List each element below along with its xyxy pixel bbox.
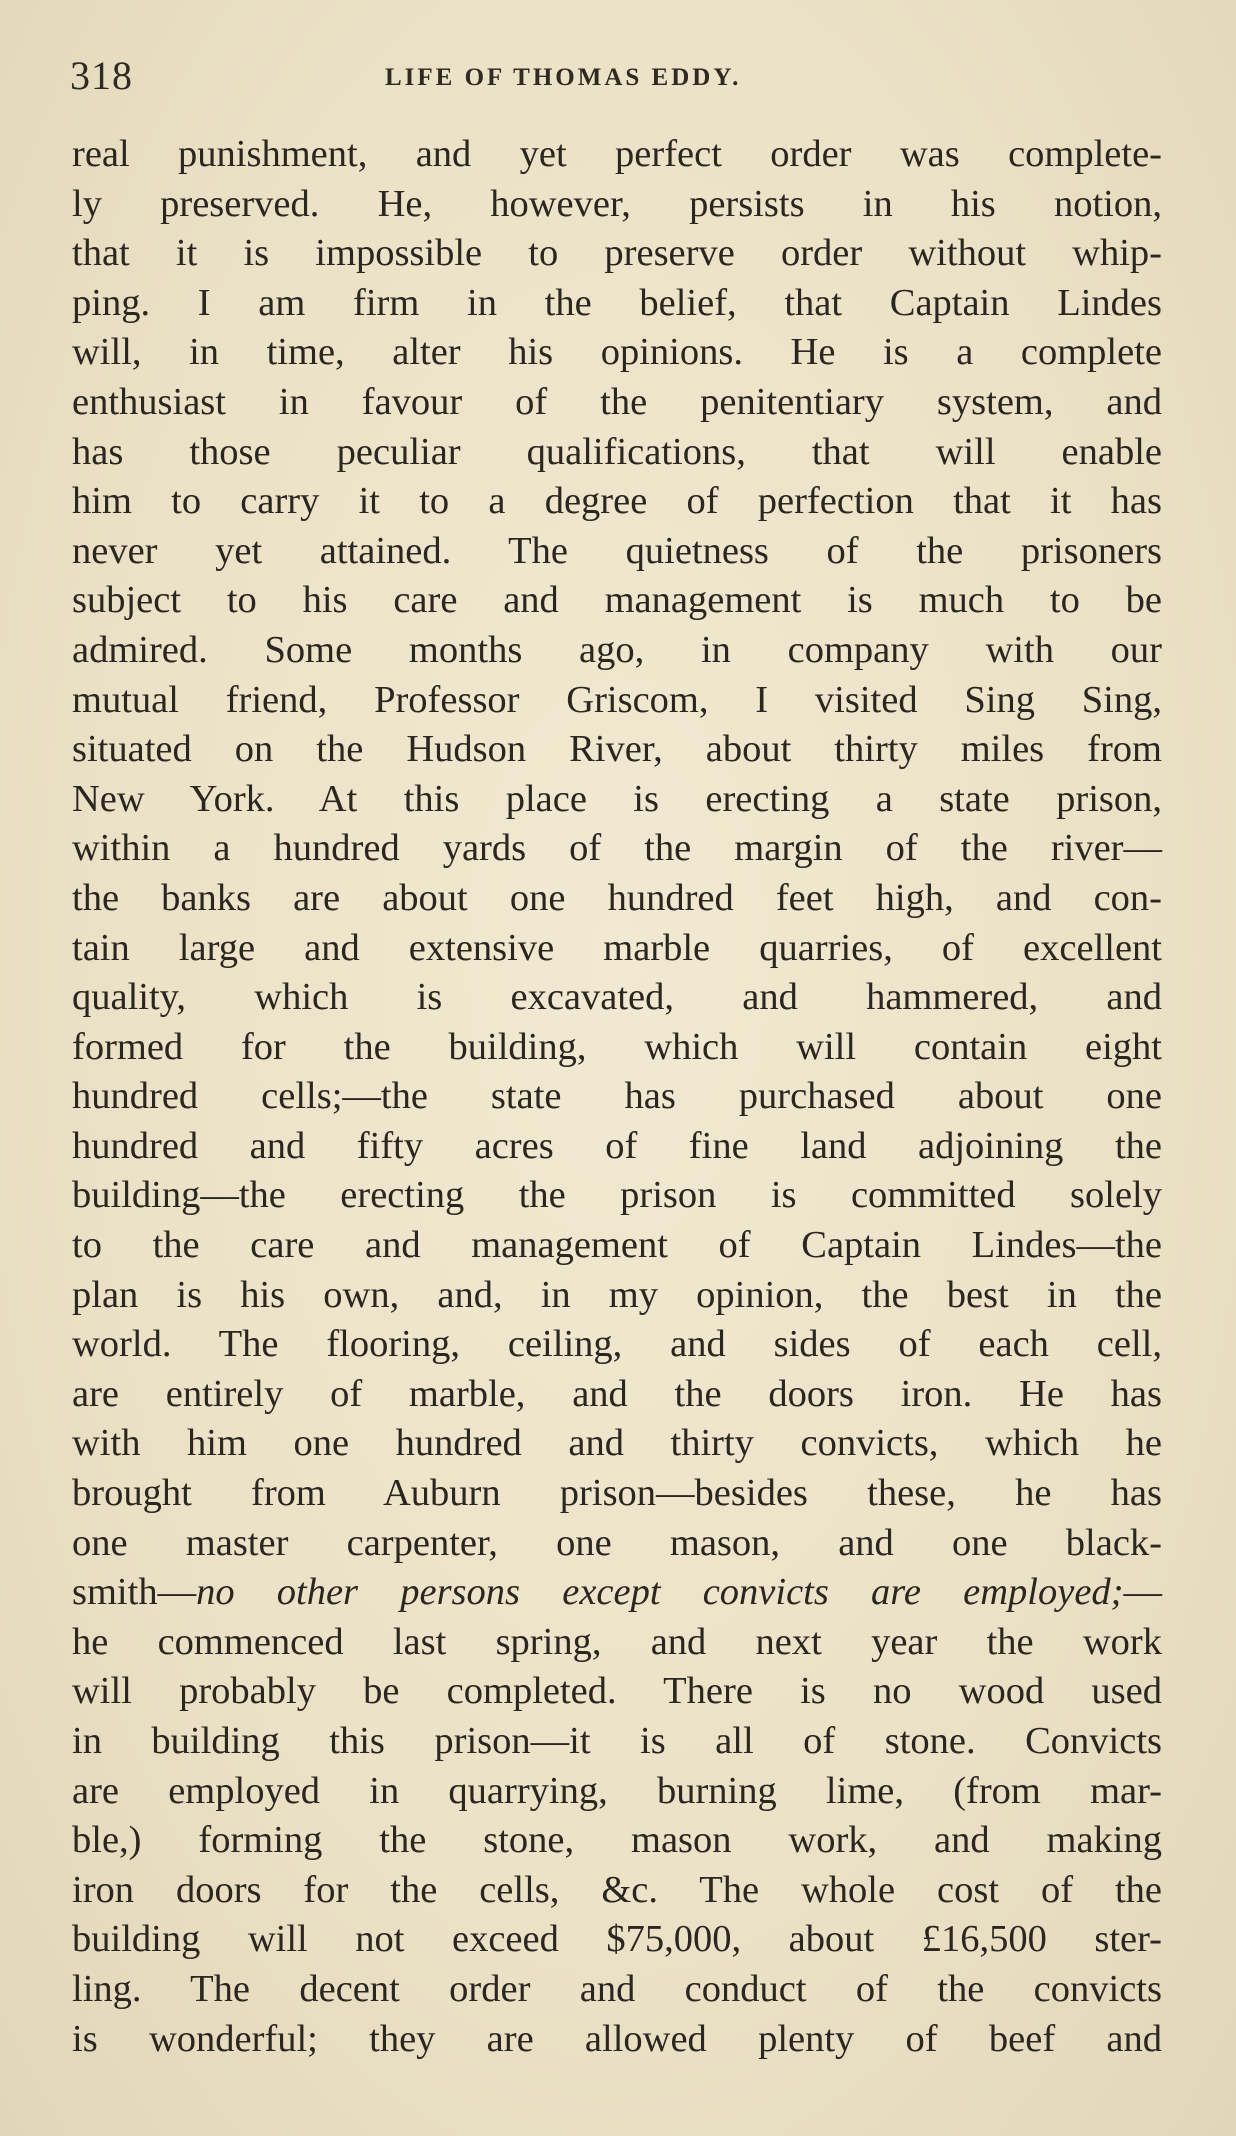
text-line: never yet attained. The quietness of the prisoners (72, 529, 1162, 572)
text-line: situated on the Hudson River, about thirty miles from (72, 728, 1162, 771)
text-line: within a hundred yards of the margin of the river— (72, 827, 1162, 870)
text-line: ling. The decent order and conduct of the convicts (72, 1967, 1162, 2010)
page-header (70, 52, 1150, 102)
text-line: plan is his own, and, in my opinion, the best in the (72, 1273, 1162, 1316)
text-line: to the care and management of Captain Lindes—the (72, 1224, 1162, 1267)
text-line: quality, which is excavated, and hammered, and (72, 976, 1162, 1019)
text-line: will, in time, alter his opinions. He is a complete (72, 331, 1162, 374)
text-line: has those peculiar qualifications, that will enable (72, 430, 1162, 473)
body-text (72, 130, 1162, 2064)
text-line: he commenced last spring, and next year the work (72, 1620, 1162, 1663)
page-number: 318 (70, 53, 133, 98)
text-line: world. The flooring, ceiling, and sides of each cell, (72, 1323, 1162, 1366)
text-line: that it is impossible to preserve order without whip- (72, 232, 1162, 275)
text-line: tain large and extensive marble quarries, of excellent (72, 926, 1162, 969)
text-line: building will not exceed $75,000, about £16,500 ster- (72, 1918, 1162, 1961)
text-line: iron doors for the cells, &c. The whole cost of the (72, 1868, 1162, 1911)
text-line: one master carpenter, one mason, and one black- (72, 1521, 1162, 1564)
running-head: LIFE OF THOMAS EDDY. (385, 64, 742, 91)
text-line: real punishment, and yet perfect order was complete- (72, 133, 1162, 175)
text-line: him to carry it to a degree of perfection that it has (72, 480, 1162, 523)
text-line: are entirely of marble, and the doors iron. He has (72, 1372, 1162, 1415)
italic-text-span: no other persons except convicts are employed; (196, 1571, 1124, 1614)
text-line: hundred and fifty acres of fine land adjoining the (72, 1124, 1162, 1167)
text-line: brought from Auburn prison—besides these, he has (72, 1472, 1162, 1515)
text-line: ping. I am firm in the belief, that Captain Lindes (72, 281, 1162, 324)
text-line: are employed in quarrying, burning lime, (from mar- (72, 1769, 1162, 1812)
text-line: is wonderful; they are allowed plenty of beef and (72, 2017, 1162, 2060)
text-span: — (1123, 1571, 1162, 1614)
text-line: hundred cells;—the state has purchased about one (72, 1075, 1162, 1118)
text-line: admired. Some months ago, in company with our (72, 628, 1162, 671)
text-line: enthusiast in favour of the penitentiary system, and (72, 380, 1162, 423)
text-line: mutual friend, Professor Griscom, I visited Sing Sing, (72, 678, 1162, 721)
text-line: formed for the building, which will contain eight (72, 1025, 1162, 1068)
text-line: in building this prison—it is all of stone. Convicts (72, 1720, 1162, 1762)
text-line: ly preserved. He, however, persists in his notion, (72, 182, 1162, 225)
text-line: subject to his care and management is much to be (72, 579, 1162, 622)
text-line: the banks are about one hundred feet high, and con- (72, 876, 1162, 919)
text-line: building—the erecting the prison is committed solely (72, 1174, 1162, 1217)
text-line: New York. At this place is erecting a state prison, (72, 777, 1162, 820)
text-line: ble,) forming the stone, mason work, and making (72, 1819, 1162, 1862)
text-span: smith— (72, 1571, 197, 1614)
text-line-italic (72, 1568, 1162, 1618)
text-line: with him one hundred and thirty convicts, which he (72, 1422, 1162, 1465)
text-line: will probably be completed. There is no wood used (72, 1670, 1162, 1713)
